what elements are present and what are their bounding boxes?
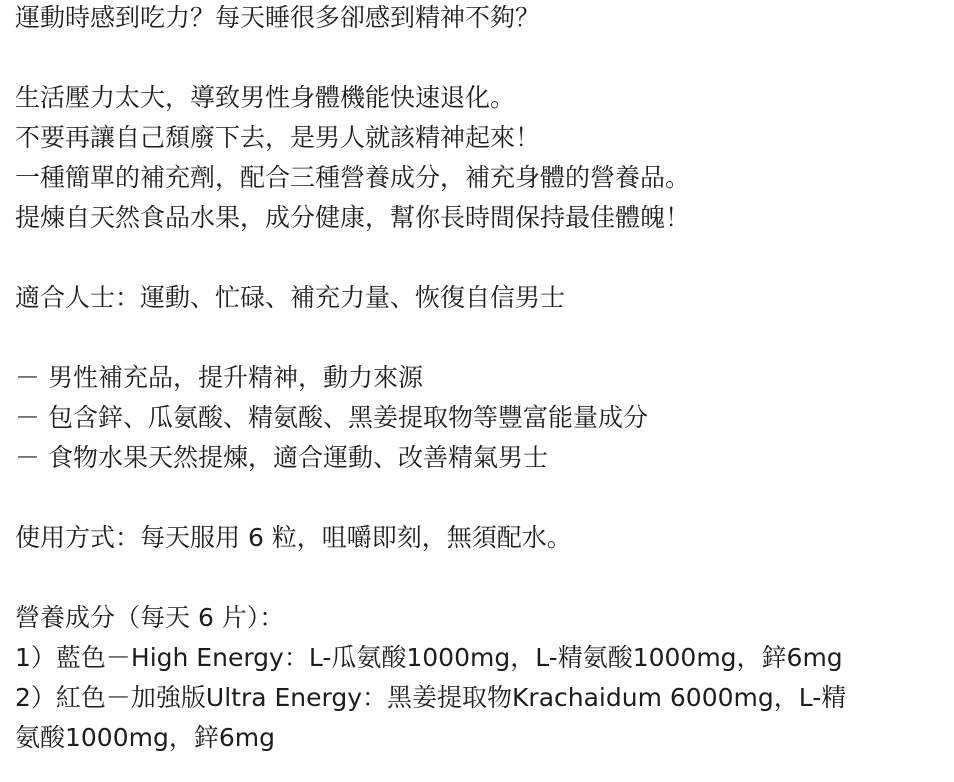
suitable-for-line: 適合人士：運動、忙碌、補充力量、恢復自信男士 <box>15 283 566 312</box>
paragraph-line: 提煉自天然食品水果，成分健康，幫你長時間保持最佳體魄！ <box>15 203 691 232</box>
nutrition-heading: 營養成分（每天 6 片）： <box>15 603 285 632</box>
feature-item: － 男性補充品，提升精神，動力來源 <box>15 363 423 392</box>
spacer <box>15 558 950 598</box>
feature-item: － 包含鋅、瓜氨酸、精氨酸、黑姜提取物等豐富能量成分 <box>15 403 648 432</box>
nutrition-item-2: 2）紅色－加強版Ultra Energy：黑姜提取物Krachaidum 6000mg，L-精 <box>15 683 847 712</box>
paragraph-line: 一種簡單的補充劑，配合三種營養成分，補充身體的營養品。 <box>15 163 691 192</box>
product-description <box>15 0 950 758</box>
spacer <box>15 238 950 278</box>
intro-question: 運動時感到吃力？每天睡很多卻感到精神不夠？ <box>15 3 541 32</box>
usage-line: 使用方式：每天服用 6 粒，咀嚼即刻，無須配水。 <box>15 523 572 552</box>
nutrition-item-2-continued: 氨酸1000mg，鋅6mg <box>15 723 275 752</box>
spacer <box>15 38 950 78</box>
feature-item: － 食物水果天然提煉，適合運動、改善精氣男士 <box>15 443 548 472</box>
spacer <box>15 318 950 358</box>
nutrition-item-1: 1）藍色－High Energy：L-瓜氨酸1000mg，L-精氨酸1000mg，鋅6mg <box>15 643 843 672</box>
spacer <box>15 478 950 518</box>
paragraph-line: 生活壓力太大，導致男性身體機能快速退化。 <box>15 83 516 112</box>
paragraph-line: 不要再讓自己頹廢下去，是男人就該精神起來！ <box>15 123 541 152</box>
